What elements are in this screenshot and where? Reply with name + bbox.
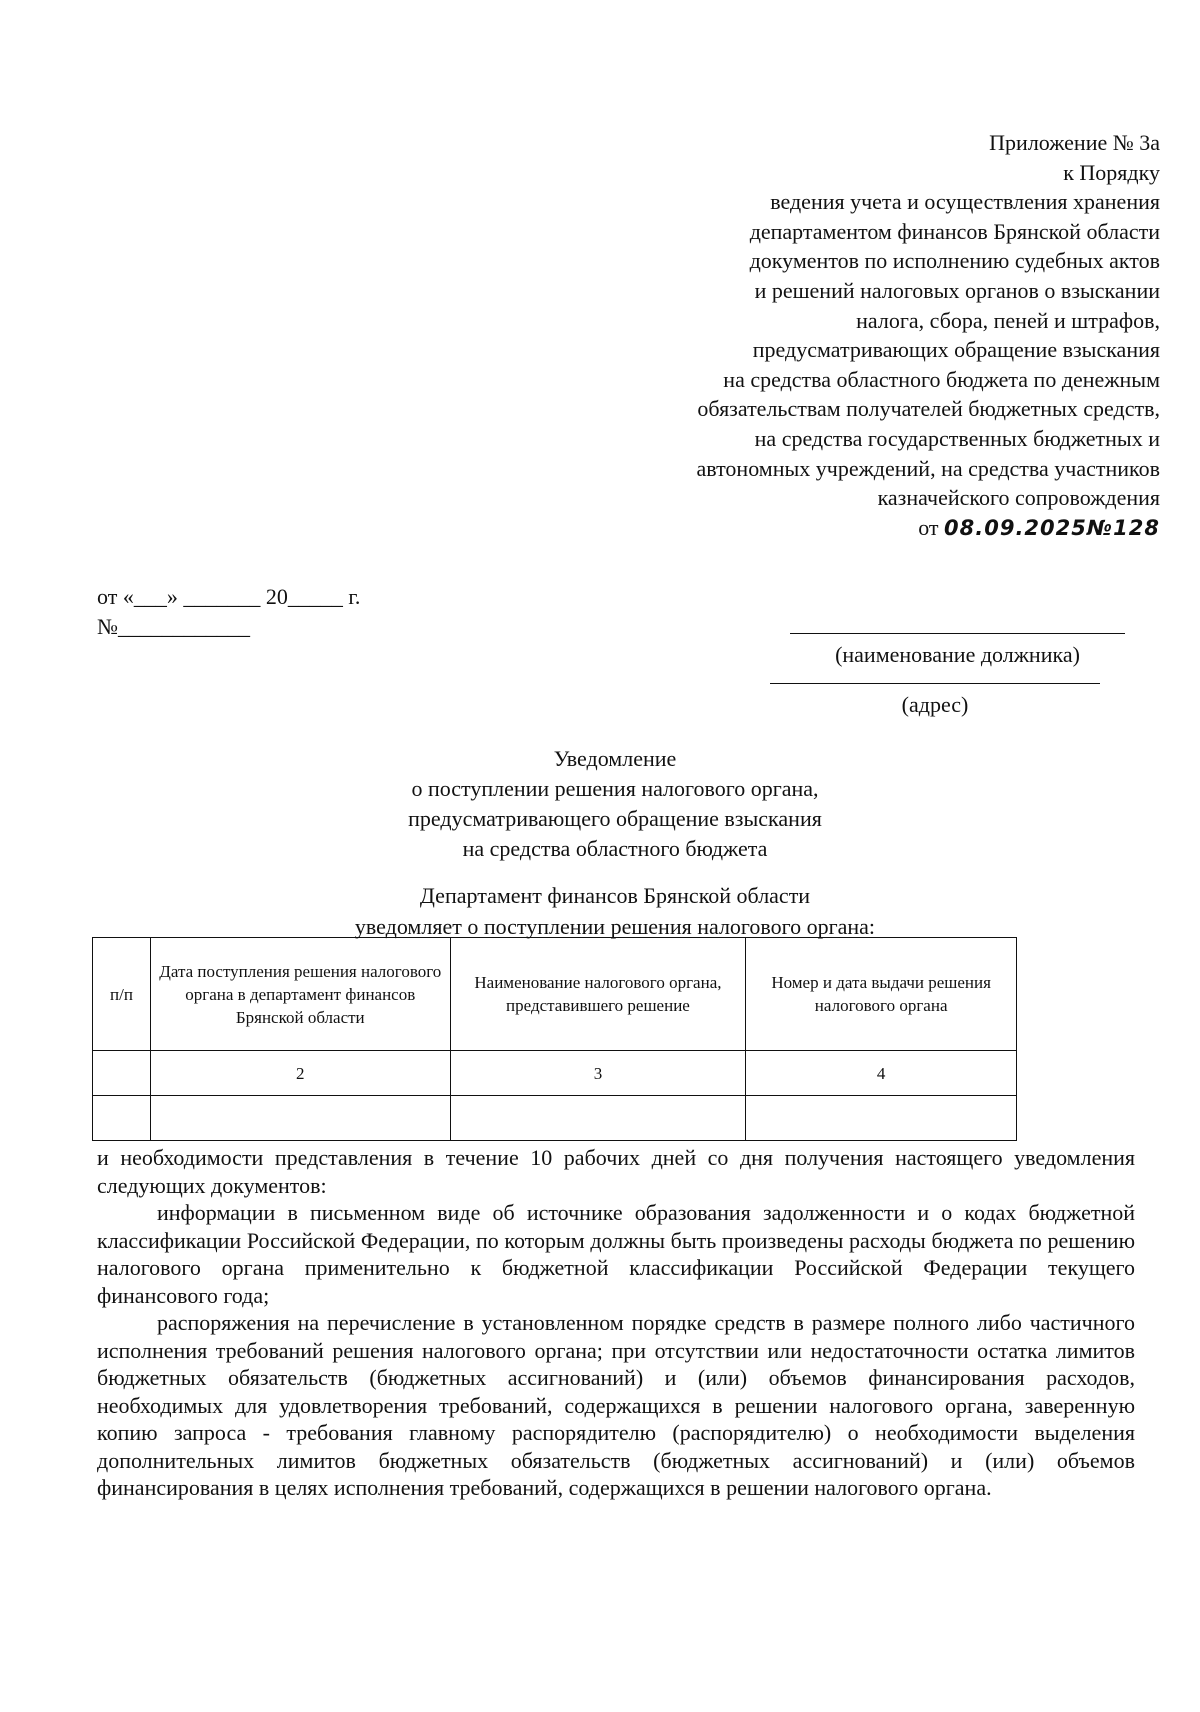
header-cell-receipt-date: Дата поступления решения налогового органа в департамент финансов Брянской области: [150, 938, 450, 1051]
requisite-date-line: от «___» _______ 20_____ г.: [97, 584, 361, 609]
department-line: уведомляет о поступлении решения налогового органа:: [354, 914, 876, 939]
appendix-line: налога, сбора, пеней и штрафов,: [856, 307, 1160, 333]
appendix-line: к Порядку: [1063, 159, 1160, 185]
appendix-header: [560, 128, 1160, 543]
appendix-line: обязательствам получателей бюджетных средств,: [697, 396, 1160, 422]
debtor-underline: [790, 632, 1125, 634]
address-block: [770, 682, 1100, 720]
notice-title: [200, 744, 1030, 864]
body-paragraph: и необходимости представления в течение 10 рабочих дней со дня получения настоящего уведомления следующих документов:: [97, 1145, 1135, 1198]
header-cell-number: п/п: [93, 938, 151, 1051]
title-line: о поступлении решения налогового органа,: [411, 776, 819, 801]
table-header-row: [93, 938, 1017, 1051]
appendix-line: и решений налоговых органов о взыскании: [754, 277, 1160, 303]
appendix-line: ведения учета и осуществления хранения: [770, 189, 1160, 215]
appendix-line: на средства государственных бюджетных и: [754, 425, 1160, 451]
appendix-line: Приложение № 3а: [989, 130, 1160, 155]
table-cell: 4: [746, 1051, 1017, 1096]
handwritten-number: 128: [1113, 515, 1160, 540]
appendix-date-prefix: от: [918, 514, 939, 540]
appendix-line: департаментом финансов Брянской области: [749, 218, 1160, 244]
number-sign: №: [1086, 515, 1114, 540]
appendix-line: на средства областного бюджета по денежным: [723, 366, 1160, 392]
department-line: Департамент финансов Брянской области: [419, 883, 811, 908]
outgoing-requisites: [97, 582, 360, 642]
department-statement: [200, 880, 1030, 942]
table-cell: [93, 1096, 151, 1141]
body-paragraph: распоряжения на перечисление в установленном порядке средств в размере полного либо частичного исполнения требований решения налогового органа; при отсутствии или недостаточности остатка лимитов бюджетных обязательств (бюджетных ассигнований) и (или) объемов финансирования расходов, необходимых для удовлетворения требований, содержащихся в решении налогового органа, заверенную копию запроса - требования главному распорядителю (распорядителю) о необходимости выделения дополнительных лимитов бюджетных обязательств (бюджетных ассигнований) и (или) объемов финансирования в целях исполнения требований, содержащихся в решении налогового органа.: [97, 1310, 1135, 1500]
header-cell-decision-number-date: Номер и дата выдачи решения налогового органа: [746, 938, 1017, 1051]
appendix-line: документов по исполнению судебных актов: [749, 248, 1160, 274]
appendix-line: казначейского сопровождения: [877, 485, 1160, 511]
address-label: (адрес): [901, 692, 969, 717]
table-cell: [150, 1096, 450, 1141]
header-cell-tax-authority: Наименование налогового органа, представившего решение: [450, 938, 746, 1051]
notice-table: [92, 937, 1017, 1141]
table-cell: [93, 1051, 151, 1096]
body-text: [97, 1144, 1135, 1502]
appendix-line: автономных учреждений, на средства участников: [696, 455, 1160, 481]
handwritten-date: 08.09.2025: [944, 515, 1087, 540]
requisite-number-line: №____________: [97, 614, 250, 639]
appendix-date-line: [560, 513, 1160, 544]
title-line: предусматривающего обращение взыскания: [408, 806, 822, 831]
title-line: Уведомление: [553, 746, 677, 771]
table-cell: 2: [150, 1051, 450, 1096]
address-underline: [770, 682, 1100, 684]
debtor-block: [790, 632, 1125, 670]
table-cell: [450, 1096, 746, 1141]
appendix-line: предусматривающих обращение взыскания: [752, 337, 1160, 363]
debtor-label: (наименование должника): [835, 642, 1080, 667]
table-row: [93, 1096, 1017, 1141]
body-paragraph: информации в письменном виде об источнике образования задолженности и о кодах бюджетной классификации Российской Федерации, по которым должны быть произведены расходы бюджета по решению налогового органа применительно к бюджетной классификации Российской Федерации текущего финансового года;: [97, 1200, 1135, 1308]
title-line: на средства областного бюджета: [462, 836, 768, 861]
table-cell: [746, 1096, 1017, 1141]
table-column-numbers-row: [93, 1051, 1017, 1096]
table-cell: 3: [450, 1051, 746, 1096]
